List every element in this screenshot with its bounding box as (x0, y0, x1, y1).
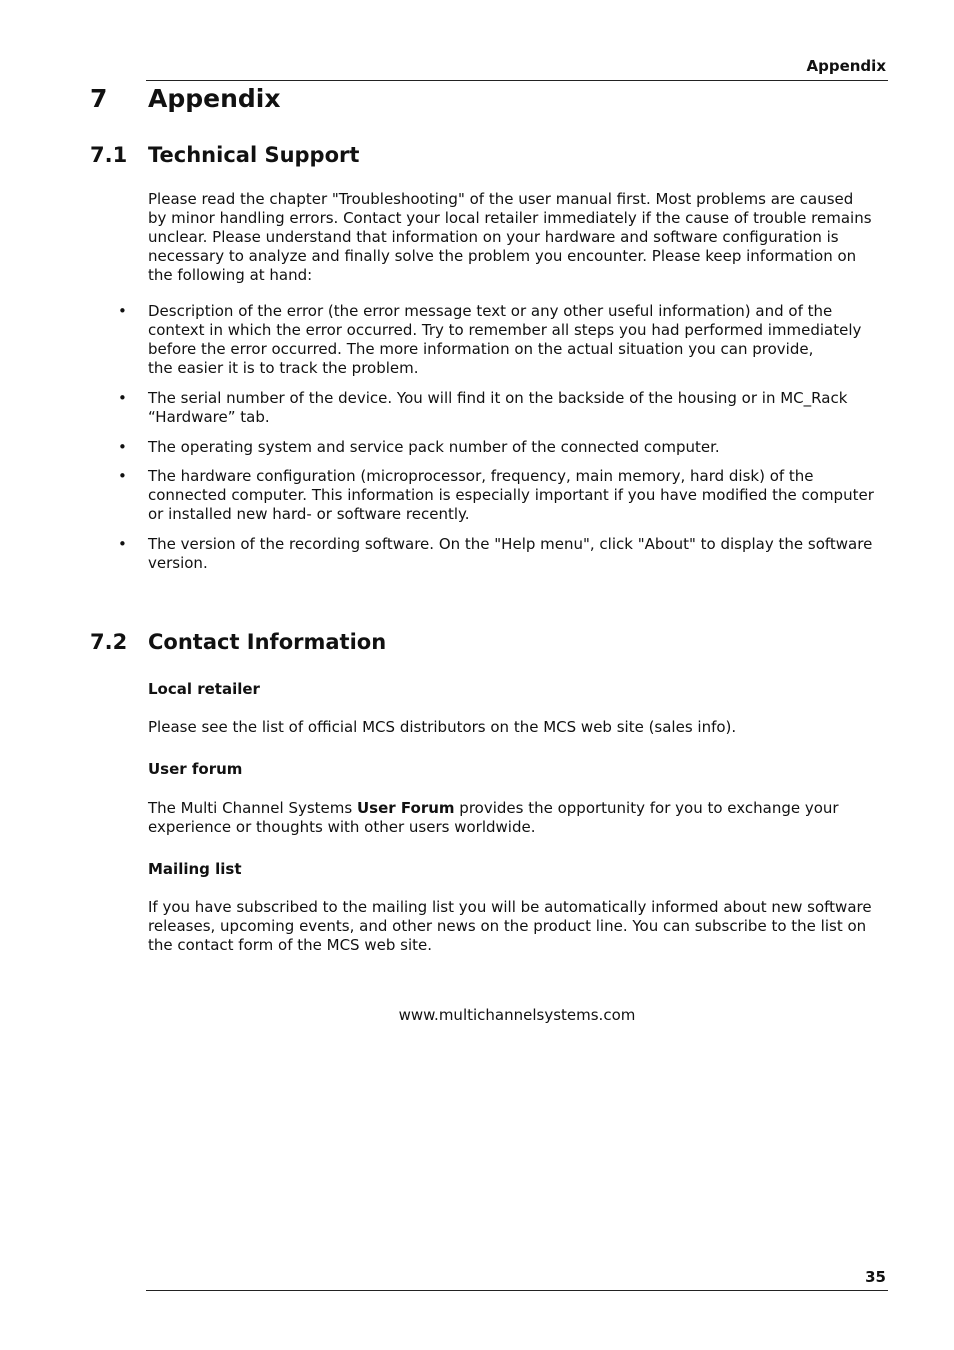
text-line: releases, upcoming events, and other news on the product line. You can subscribe to the list on (148, 917, 867, 935)
user-forum-link-text: User Forum (356, 799, 455, 817)
chapter-title: Appendix (148, 84, 281, 113)
section-heading-contact-information (90, 630, 386, 654)
text-line: the contact form of the MCS web site. (148, 936, 432, 954)
local-retailer-text: Please see the list of official MCS distributors on the MCS web site (sales info). (148, 718, 737, 736)
list-item (118, 389, 884, 427)
technical-support-intro (148, 190, 884, 285)
text-line: The serial number of the device. You will find it on the backside of the housing or in MC_Rack (148, 389, 848, 407)
text-line: Description of the error (the error message text or any other useful information) and of the (148, 302, 833, 320)
text-line: version. (148, 554, 208, 572)
list-item (118, 438, 884, 457)
text-line: The Multi Channel Systems User Forum provides the opportunity for you to exchange your (148, 799, 839, 817)
running-header: Appendix (806, 57, 886, 75)
bullet-icon: • (118, 467, 127, 485)
text-line: before the error occurred. The more information on the actual situation you can provide, (148, 340, 814, 358)
bullet-icon: • (118, 389, 127, 407)
header-divider (146, 80, 888, 81)
footer-divider (146, 1290, 888, 1291)
chapter-number: 7 (90, 84, 108, 113)
bullet-icon: • (118, 302, 127, 320)
text-line: unclear. Please understand that information on your hardware and software configuration is (148, 228, 839, 246)
user-forum-heading: User forum (148, 760, 243, 778)
list-item (118, 302, 884, 378)
mailing-list-text (148, 898, 884, 955)
text-line: connected computer. This information is especially important if you have modified the computer (148, 486, 874, 504)
bullet-icon: • (118, 535, 127, 553)
text-line: If you have subscribed to the mailing list you will be automatically informed about new software (148, 898, 872, 916)
section-number: 7.2 (90, 630, 128, 654)
text-line: The operating system and service pack number of the connected computer. (148, 438, 720, 456)
section-title: Technical Support (148, 143, 360, 167)
user-forum-text (148, 799, 884, 837)
section-title: Contact Information (148, 630, 387, 654)
text-line: The version of the recording software. On the "Help menu", click "About" to display the software (148, 535, 873, 553)
text-line: “Hardware” tab. (148, 408, 270, 426)
page-number: 35 (865, 1268, 886, 1286)
text-line: The hardware configuration (microprocessor, frequency, main memory, hard disk) of the (148, 467, 814, 485)
bullet-icon: • (118, 438, 127, 456)
text-line: necessary to analyze and finally solve the problem you encounter. Please keep information on (148, 247, 857, 265)
text-line: or installed new hard- or software recently. (148, 505, 470, 523)
section-heading-technical-support (90, 143, 359, 167)
website-url: www.multichannelsystems.com (398, 1006, 636, 1024)
text-line: Please read the chapter "Troubleshooting" of the user manual first. Most problems are caused (148, 190, 854, 208)
text-line: the easier it is to track the problem. (148, 359, 419, 377)
text-line: by minor handling errors. Contact your local retailer immediately if the cause of trouble remains (148, 209, 872, 227)
list-item (118, 535, 884, 573)
list-item (118, 467, 884, 524)
section-number: 7.1 (90, 143, 128, 167)
text-line: the following at hand: (148, 266, 313, 284)
chapter-heading (90, 84, 280, 113)
mailing-list-heading: Mailing list (148, 860, 242, 878)
text-line: experience or thoughts with other users worldwide. (148, 818, 536, 836)
local-retailer-heading: Local retailer (148, 680, 260, 698)
text-line: context in which the error occurred. Try to remember all steps you had performed immediately (148, 321, 862, 339)
